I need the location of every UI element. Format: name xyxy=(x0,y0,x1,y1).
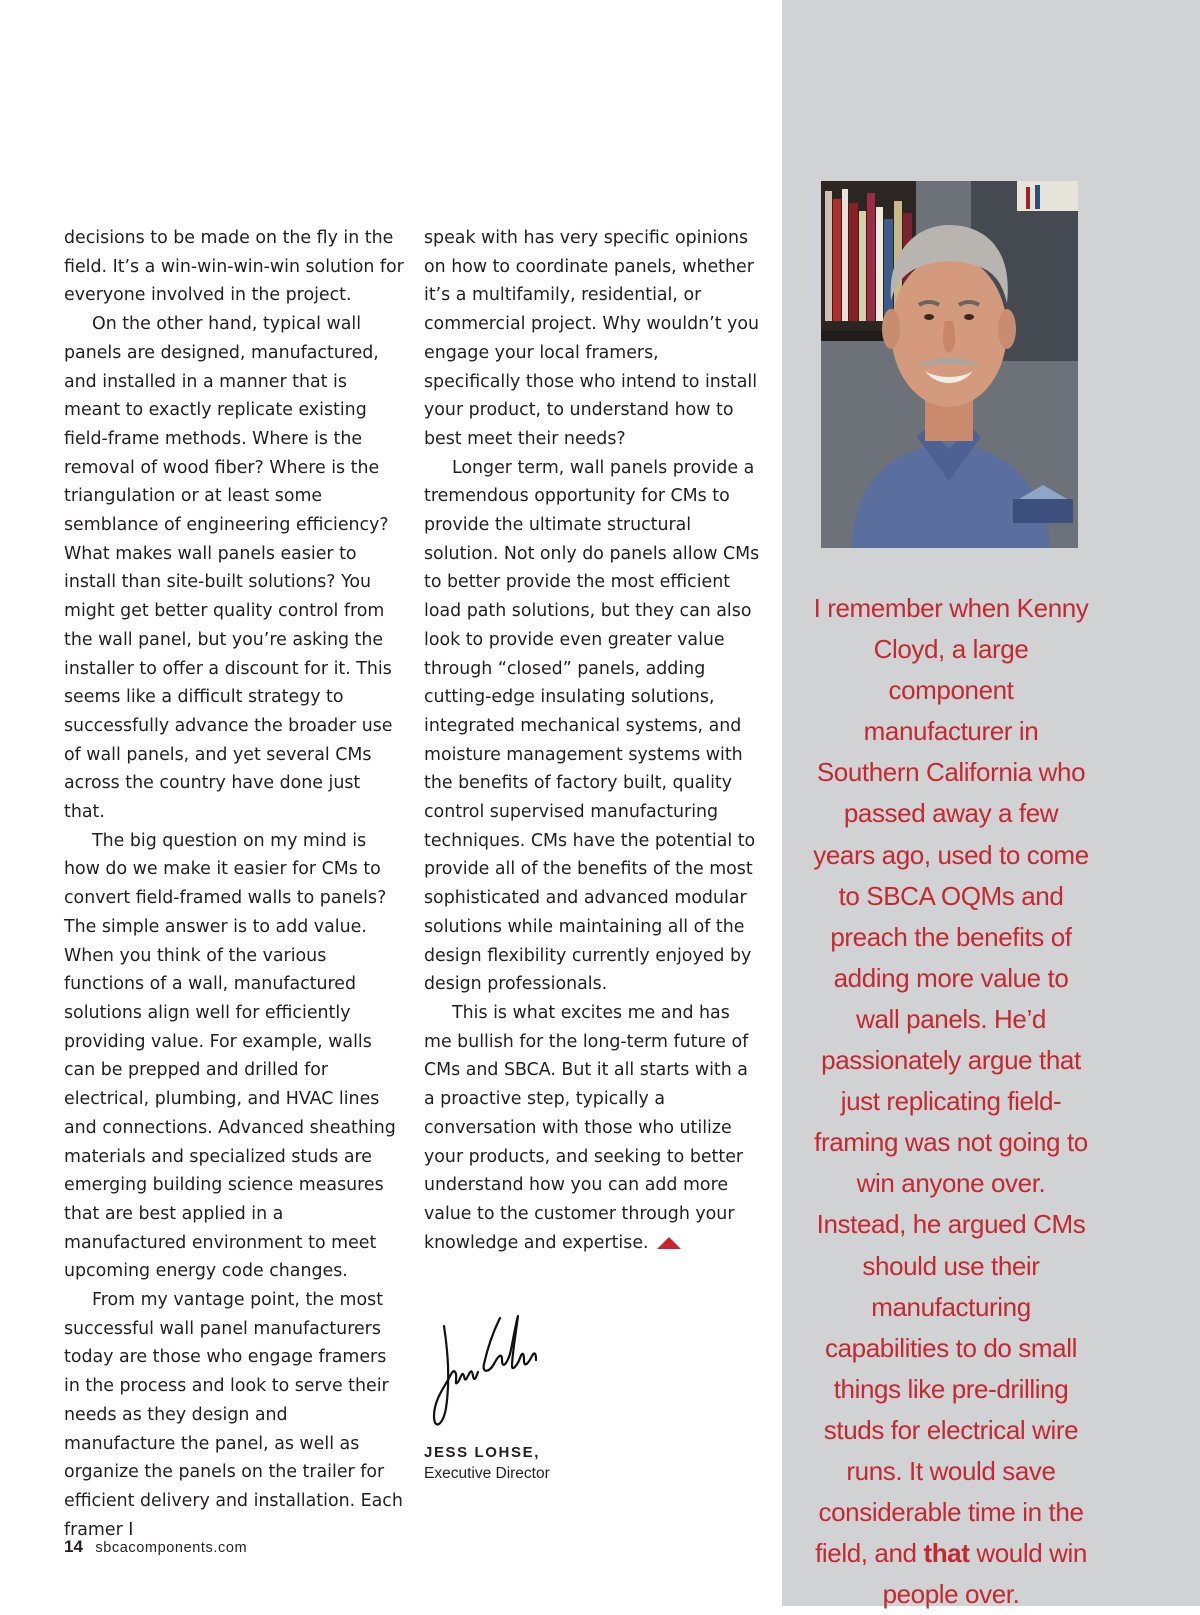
paragraph-text: This is what excites me and has me bullish for the long-term future of CMs and SBCA. But it all starts with a a proactive step, typically a conversation with those who utilize your products, and seeking to better understand how you can add more value to the customer through your knowledge and expertise. xyxy=(424,1002,749,1253)
red-triangle-icon xyxy=(657,1237,681,1249)
article-column-1 xyxy=(64,224,404,1544)
quote-emphasis: that xyxy=(923,1538,970,1569)
quote-text-end: would win people over. xyxy=(882,1538,1087,1610)
website-url: sbcacomponents.com xyxy=(95,1540,248,1556)
paragraph: Longer term, wall panels provide a tremendous opportunity for CMs to provide the ultimate structural solution. Not only do panels allow CMs to better provide the most efficient load path solutions, but they can also look to provide even greater value through “closed” panels, adding cutting-edge insulating solutions, integrated mechanical systems, and moisture management systems with the benefits of factory built, quality control supervised manufacturing techniques. CMs have the potential to provide all of the benefits of the most sophisticated and advanced modular solutions while maintaining all of the design flexibility currently enjoyed by design professionals. xyxy=(424,457,760,995)
author-photo xyxy=(821,181,1078,548)
page-footer xyxy=(64,1537,247,1557)
pull-quote xyxy=(812,588,1090,1615)
paragraph: The big question on my mind is how do we make it easier for CMs to convert field-framed walls to panels? The simple answer is to add value. When you think of the various functions of a wall, manufactured solutions align well for efficiently providing value. For example, walls can be prepped and drilled for electrical, plumbing, and HVAC lines and connections. Advanced sheathing materials and specialized studs are emerging building science measures that are best applied in a manufactured environment to meet upcoming energy code changes. xyxy=(64,830,396,1282)
signer-title: Executive Director xyxy=(424,1465,550,1482)
page-number: 14 xyxy=(64,1537,83,1556)
paragraph: speak with has very specific opinions on how to coordinate panels, whether it’s a multifamily, residential, or commercial project. Why wouldn’t you engage your local framers, specifically those who intend to install your product, to understand how to best meet their needs? xyxy=(424,228,760,449)
article-column-2 xyxy=(424,224,760,1257)
quote-text: I remember when Kenny Cloyd, a large component manufacturer in Southern California who passed away a few years ago, used to come to SBCA OQMs and preach the benefits of adding more value to wall panels. He’d passionately argue that just replicating field-framing was not going to win anyone over. Instead, he argued CMs should use their manufacturing capabilities to do small things like pre-drilling studs for electrical wire runs. It would save considerable time in the field, and xyxy=(813,593,1089,1569)
paragraph: On the other hand, typical wall panels are designed, manufactured, and installed in a manner that is meant to exactly replicate existing field-frame methods. Where is the removal of wood fiber? Where is the triangulation or at least some semblance of engineering efficiency? What makes wall panels easier to install than site-built solutions? You might get better quality control from the wall panel, but you’re asking the installer to offer a discount for it. This seems like a difficult strategy to successfully advance the broader use of wall panels, and yet several CMs across the country have done just that. xyxy=(64,314,393,823)
handwritten-signature xyxy=(432,1312,542,1436)
paragraph: From my vantage point, the most successful wall panel manufacturers today are those who engage framers in the process and look to serve their needs as they design and manufacture the panel, as well as organize the panels on the trailer for efficient delivery and installation. Each framer I xyxy=(64,1290,403,1540)
paragraph: decisions to be made on the fly in the field. It’s a win-win-win-win solution for everyone involved in the project. xyxy=(64,228,404,306)
closing-paragraph xyxy=(424,999,760,1257)
signer-name: JESS LOHSE, xyxy=(424,1444,540,1461)
